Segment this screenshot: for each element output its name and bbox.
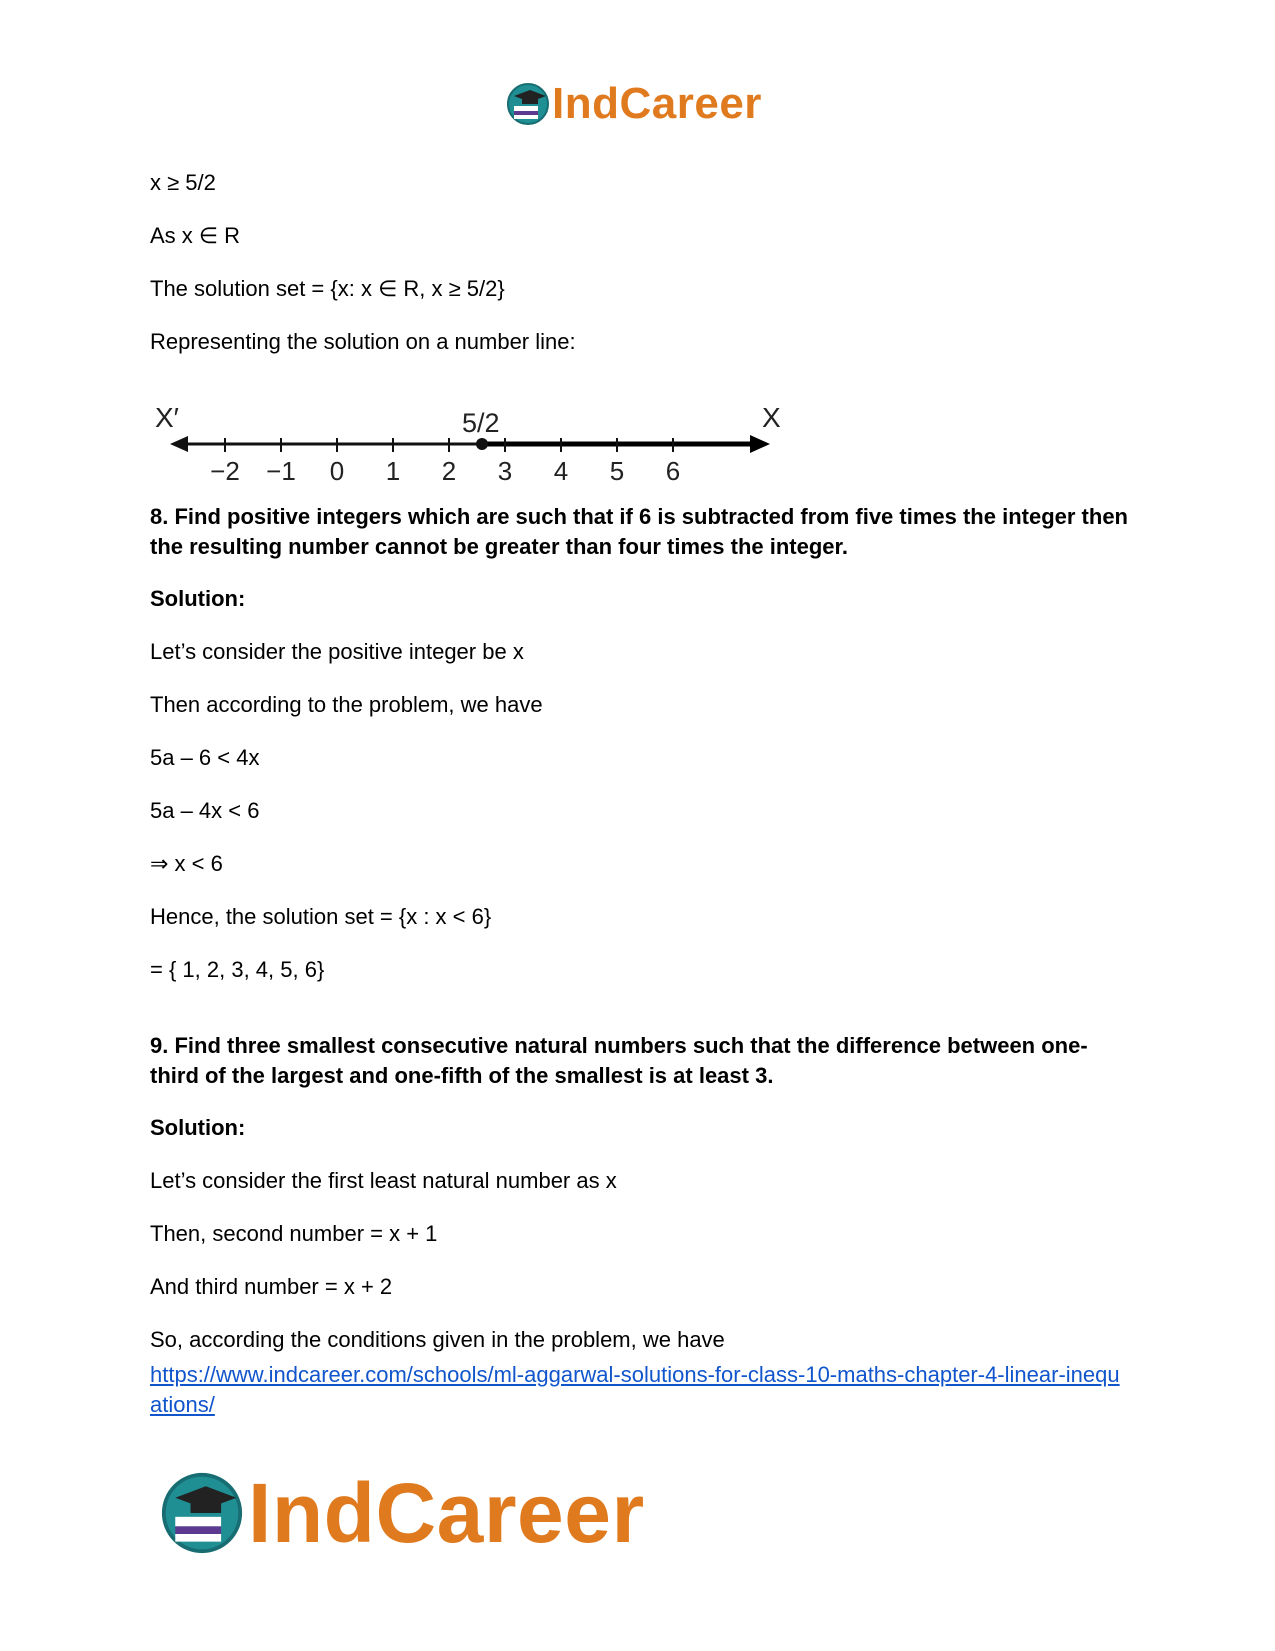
number-line-tick-label: 2 <box>441 456 457 486</box>
number-line-left-label: X′ <box>155 402 179 433</box>
text-line: So, according the conditions given in the problem, we have <box>150 1327 725 1352</box>
question-9: 9. Find three smallest consecutive natural numbers such that the difference between one-third of the largest and one-fifth of the smallest is at least 3. <box>150 1033 1088 1088</box>
number-line-tick-label: 1 <box>385 456 401 486</box>
text-line: x ≥ 5/2 <box>150 170 216 195</box>
question-8: 8. Find positive integers which are such that if 6 is subtracted from five times the integer then the resulting number cannot be greater than four times the integer. <box>150 504 1128 559</box>
number-line-tick-label: 5 <box>609 456 625 486</box>
text-line: Let’s consider the first least natural number as x <box>150 1168 617 1193</box>
footer-url-link[interactable]: https://www.indcareer.com/schools/ml-aggarwal-solutions-for-class-10-maths-chapter-4-linear-inequations/ <box>150 1362 1120 1417</box>
graduation-cap-book-icon <box>506 82 550 126</box>
text-line: Then, second number = x + 1 <box>150 1221 438 1246</box>
number-line-figure <box>150 400 790 490</box>
logo-wordmark: IndCareer <box>248 1465 645 1560</box>
text-line: Then according to the problem, we have <box>150 692 543 717</box>
text-line: Hence, the solution set = {x : x < 6} <box>150 904 492 929</box>
indcareer-logo-bottom <box>160 1465 645 1560</box>
number-line-tick-label: 4 <box>553 456 569 486</box>
number-line-tick-label: 3 <box>497 456 513 486</box>
number-line-tick-label: 6 <box>665 456 681 486</box>
text-line: = { 1, 2, 3, 4, 5, 6} <box>150 957 325 982</box>
text-line: And third number = x + 2 <box>150 1274 393 1299</box>
right-arrow-icon <box>750 435 770 453</box>
number-line-tick-label: −2 <box>210 456 240 486</box>
text-line: As x ∈ R <box>150 223 241 248</box>
number-line-right-label: X <box>762 402 781 433</box>
number-line-tick-label: 0 <box>329 456 345 486</box>
indcareer-logo-top <box>506 80 762 128</box>
number-line-point-label: 5/2 <box>462 408 500 438</box>
text-line: Representing the solution on a number line: <box>150 329 576 354</box>
text-line: ⇒ x < 6 <box>150 851 223 876</box>
text-line: Let’s consider the positive integer be x <box>150 639 524 664</box>
left-arrow-icon <box>170 436 188 452</box>
solution-heading: Solution: <box>150 586 246 611</box>
logo-wordmark: IndCareer <box>552 79 762 128</box>
text-line: 5a – 4x < 6 <box>150 798 260 823</box>
solution-heading: Solution: <box>150 1115 246 1140</box>
text-line: The solution set = {x: x ∈ R, x ≥ 5/2} <box>150 276 505 301</box>
number-line-tick-label: −1 <box>266 456 296 486</box>
text-line: 5a – 6 < 4x <box>150 745 260 770</box>
graduation-cap-book-icon <box>160 1471 244 1555</box>
solution-point <box>476 438 488 450</box>
